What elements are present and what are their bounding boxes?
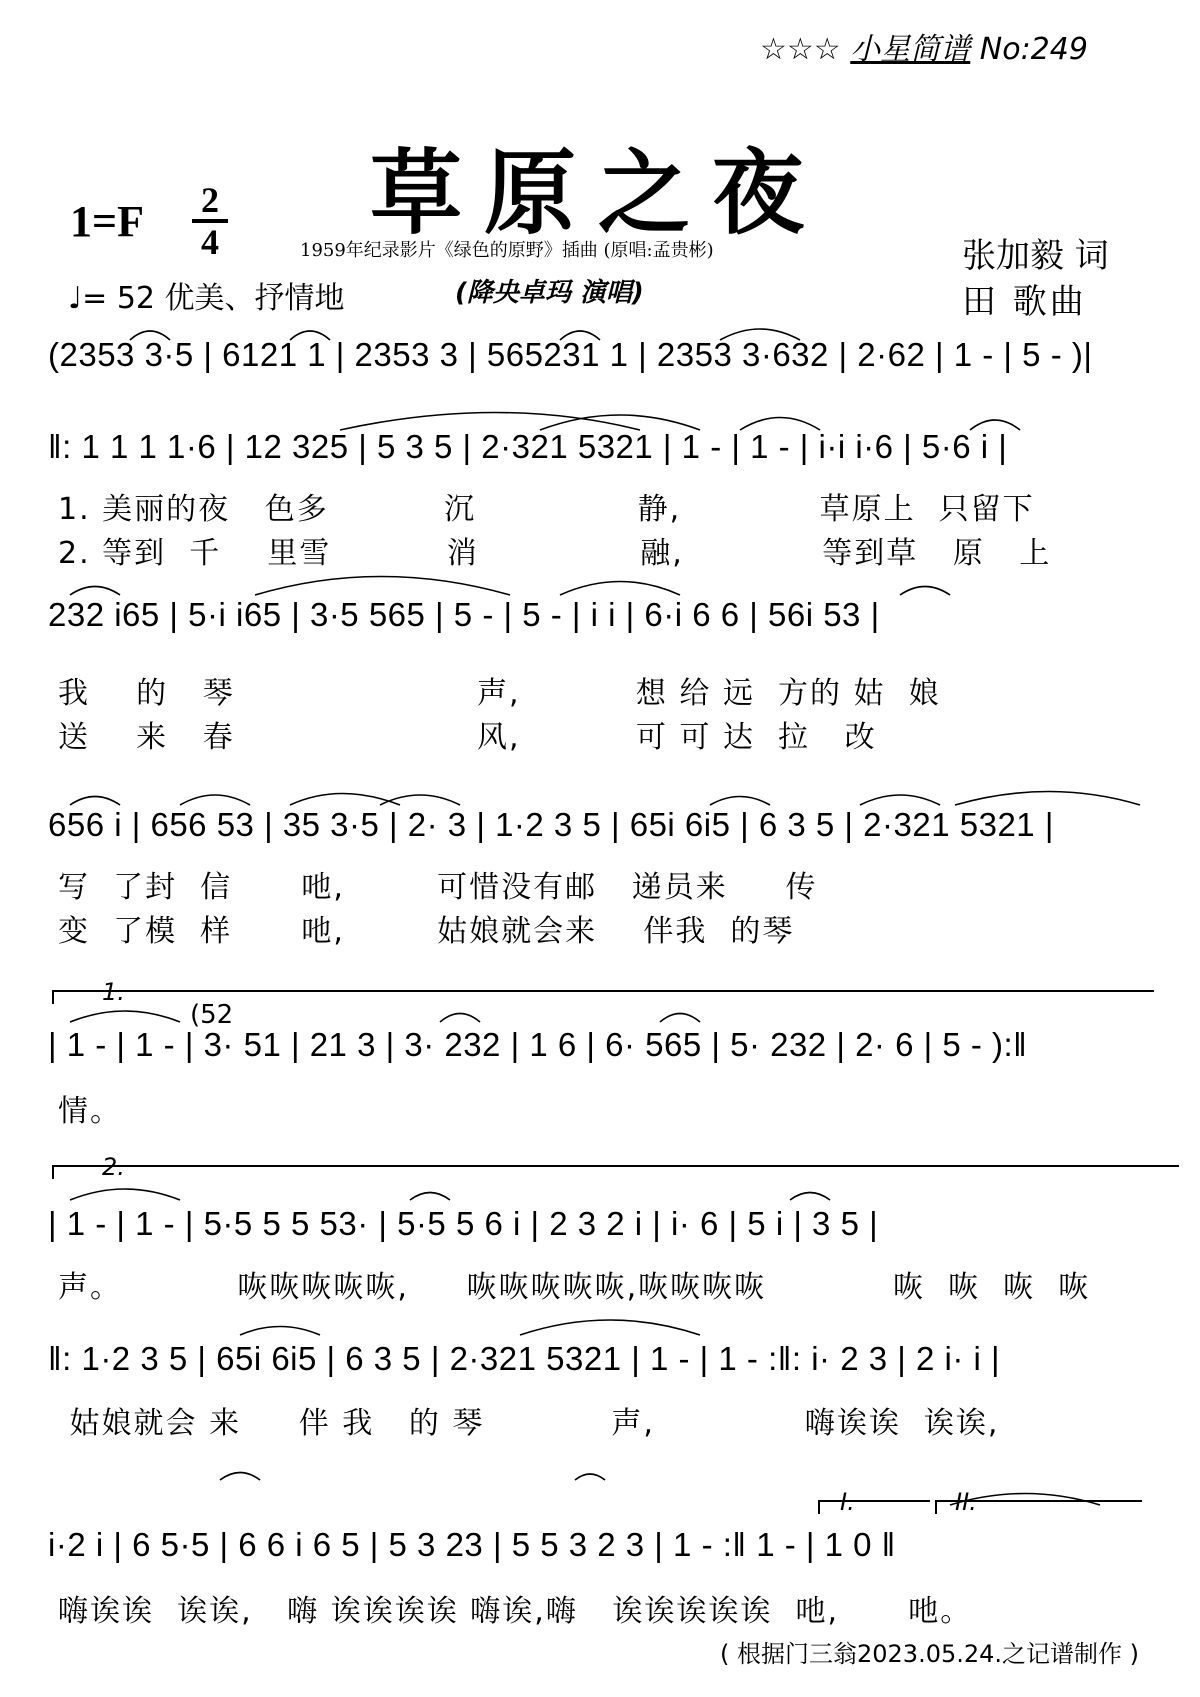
score-line-2: ‖: 1 1 1 1·6 | 12 325 | 5 3 5 | 2·321 5321 | 1 - | 1 - | i·i i·6 | 5·6 i | xyxy=(48,428,1008,465)
song-subtitle: 1959年纪录影片《绿色的原野》插曲 (原唱:孟贵彬) xyxy=(300,240,714,261)
score-line-5: | 1 - | 1 - | 3· 51 | 21 3 | 3· 232 | 1 6 | 6· 565 | 5· 232 | 2· 6 | 5 - ):‖ xyxy=(48,1026,1028,1063)
performer: (降央卓玛 演唱) xyxy=(455,278,644,308)
footer-credit: ( 根据门三翁2023.05.24.之记谱制作 ) xyxy=(720,1640,1140,1668)
lyric-line-5: 情。 xyxy=(58,1094,122,1129)
lyric-verse-1-line-2: 1. 美丽的夜 色多 沉 静, 草原上 只留下 xyxy=(58,492,1035,527)
lyric-verse-2-line-2: 2. 等到 千 里雪 消 融, 等到草 原 上 xyxy=(58,536,1052,571)
time-signature-bottom: 4 xyxy=(201,222,219,262)
brand-name: 小星简谱 xyxy=(850,32,971,67)
lyric-line-8: 嗨诶诶 诶诶, 嗨 诶诶诶诶 嗨诶,嗨 诶诶诶诶诶 吔, 吔。 xyxy=(58,1594,973,1629)
lyric-line-6: 声。 咴咴咴咴咴, 咴咴咴咴咴,咴咴咴咴 咴 咴 咴 咴 xyxy=(58,1270,1091,1305)
lyric-verse-1-line-3: 我 的 琴 声, 想 给 远 方的 姑 娘 xyxy=(58,676,941,711)
song-title: 草原之夜 xyxy=(370,139,827,247)
volta-label-1: 1. xyxy=(102,978,125,1006)
key-signature: 1=F xyxy=(70,197,144,246)
stars-icon: ☆☆☆ xyxy=(760,32,841,67)
lyric-verse-2-line-4: 变 了模 样 吔, 姑娘就会来 伴我 的琴 xyxy=(58,914,795,949)
score-line-1: (2353 3·5 | 6121 1 | 2353 3 | 565231 1 | 2353 3·632 | 2·62 | 1 - | 5 - )| xyxy=(48,336,1093,373)
volta-label-II: II. xyxy=(955,1488,977,1516)
lyricist: 张加毅 词 xyxy=(962,236,1109,276)
volta-bracket-2 xyxy=(52,1165,1179,1179)
cue-notes: (52 xyxy=(190,1000,234,1030)
score-line-3: 232 i65 | 5·i i65 | 3·5 565 | 5 - | 5 - | i i | 6·i 6 6 | 56i 53 | xyxy=(48,596,880,633)
score-line-4: 656 i | 656 53 | 35 3·5 | 2· 3 | 1·2 3 5 | 65i 6i5 | 6 3 5 | 2·321 5321 | xyxy=(48,806,1054,843)
score-line-6: | 1 - | 1 - | 5·5 5 5 53· | 5·5 5 6 i | 2 3 2 i | i· 6 | 5 i | 3 5 | xyxy=(48,1205,879,1242)
score-line-8: i·2 i | 6 5·5 | 6 6 i 6 5 | 5 3 23 | 5 5 3 2 3 | 1 - :‖ 1 - | 1 0 ‖ xyxy=(48,1526,896,1563)
tempo-marking: ♩= 52 优美、抒情地 xyxy=(68,281,345,316)
time-signature-top: 2 xyxy=(201,180,219,220)
volta-label-I: I. xyxy=(840,1488,855,1516)
volta-bracket-I xyxy=(818,1500,930,1514)
lyric-verse-1-line-4: 写 了封 信 吔, 可惜没有邮 递员来 传 xyxy=(58,870,818,905)
brand-number: No:249 xyxy=(979,32,1088,67)
lyric-verse-2-line-3: 送 来 春 风, 可 可 达 拉 改 xyxy=(58,720,877,755)
lyric-line-7: 姑娘就会 来 伴 我 的 琴 声, 嗨诶诶 诶诶, xyxy=(58,1406,1000,1441)
composer: 田 歌曲 xyxy=(962,282,1087,322)
volta-label-2: 2. xyxy=(102,1153,125,1181)
score-line-7: ‖: 1·2 3 5 | 65i 6i5 | 6 3 5 | 2·321 5321 | 1 - | 1 - :‖: i· 2 3 | 2 i· i | xyxy=(48,1340,1001,1377)
